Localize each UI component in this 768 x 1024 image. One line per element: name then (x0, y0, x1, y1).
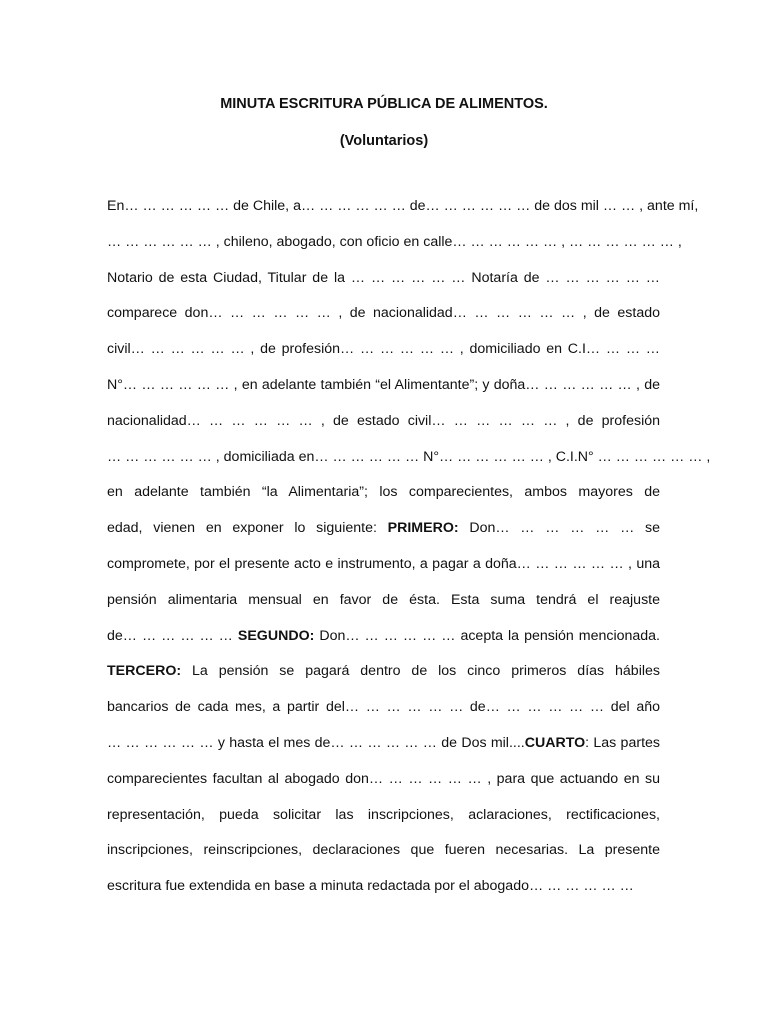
body-line-1: En… … … … … … de Chile, a… … … … … … de… … … … … … de dos mil … … , ante mí, (107, 198, 699, 214)
line-16-rest: : Las partes (585, 734, 660, 751)
body-line-4: comparece don… … … … … … , de nacionalidad… … … … … … , de estado (107, 305, 660, 322)
body-line-17: comparecientes facultan al abogado don… … … … … … , para que actuando en su (107, 770, 660, 787)
clause-primero-label: PRIMERO: (387, 520, 459, 537)
document-body (107, 193, 711, 909)
body-line-11: compromete, por el presente acto e instrumento, a pagar a doña… … … … … … , una (107, 555, 660, 572)
body-line-7: nacionalidad… … … … … … , de estado civil… … … … … … , de profesión (107, 412, 660, 429)
line-16-text: … … … … … … y hasta el mes de… … … … … … de Dos mil.... (107, 734, 525, 751)
body-line-6: N°… … … … … … , en adelante también “el Alimentante”; y doña… … … … … … , de (107, 376, 660, 393)
body-line-8: … … … … … … , domiciliada en… … … … … … N°… … … … … … , C.I.N° … … … … … … , (107, 448, 711, 465)
line-13-text: de… … … … … … (107, 627, 238, 644)
body-line-16 (107, 730, 660, 766)
document-title: MINUTA ESCRITURA PÚBLICA DE ALIMENTOS. (220, 96, 548, 112)
body-line-18: representación, pueda solicitar las inscripciones, aclaraciones, rectificaciones, (107, 806, 660, 823)
line-13-rest: Don… … … … … … acepta la pensión mencionada. (314, 627, 660, 644)
body-line-14 (107, 658, 660, 694)
body-line-19: inscripciones, reinscripciones, declaraciones que fueren necesarias. La presente (107, 842, 660, 859)
body-line-10 (107, 515, 660, 551)
body-line-5: civil… … … … … … , de profesión… … … … … … , domiciliado en C.I… … … … (107, 341, 660, 358)
document-subtitle: (Voluntarios) (339, 133, 429, 149)
clause-tercero-label: TERCERO: (107, 663, 182, 680)
line-10-rest: Don… … … … … … se (458, 520, 660, 537)
body-line-13 (107, 623, 660, 659)
body-line-20: escritura fue extendida en base a minuta redactada por el abogado… … … … … … (107, 878, 634, 895)
line-14-rest: La pensión se pagará dentro de los cinco primeros días hábiles (181, 663, 660, 680)
clause-segundo-label: SEGUNDO: (237, 627, 315, 644)
body-line-2: … … … … … … , chileno, abogado, con oficio en calle… … … … … … , … … … … … … , (107, 233, 682, 250)
body-line-15: bancarios de cada mes, a partir del… … … … … … de… … … … … … del año (107, 699, 660, 716)
body-line-9: en adelante también “la Alimentaria”; los comparecientes, ambos mayores de (107, 484, 660, 501)
body-line-3: Notario de esta Ciudad, Titular de la … … … … … … Notaría de … … … … … … (107, 269, 660, 286)
clause-cuarto-label: CUARTO (524, 734, 586, 751)
line-10-text: edad, vienen en exponer lo siguiente: (107, 520, 388, 537)
body-line-12: pensión alimentaria mensual en favor de ésta. Esta suma tendrá el reajuste (107, 591, 660, 608)
